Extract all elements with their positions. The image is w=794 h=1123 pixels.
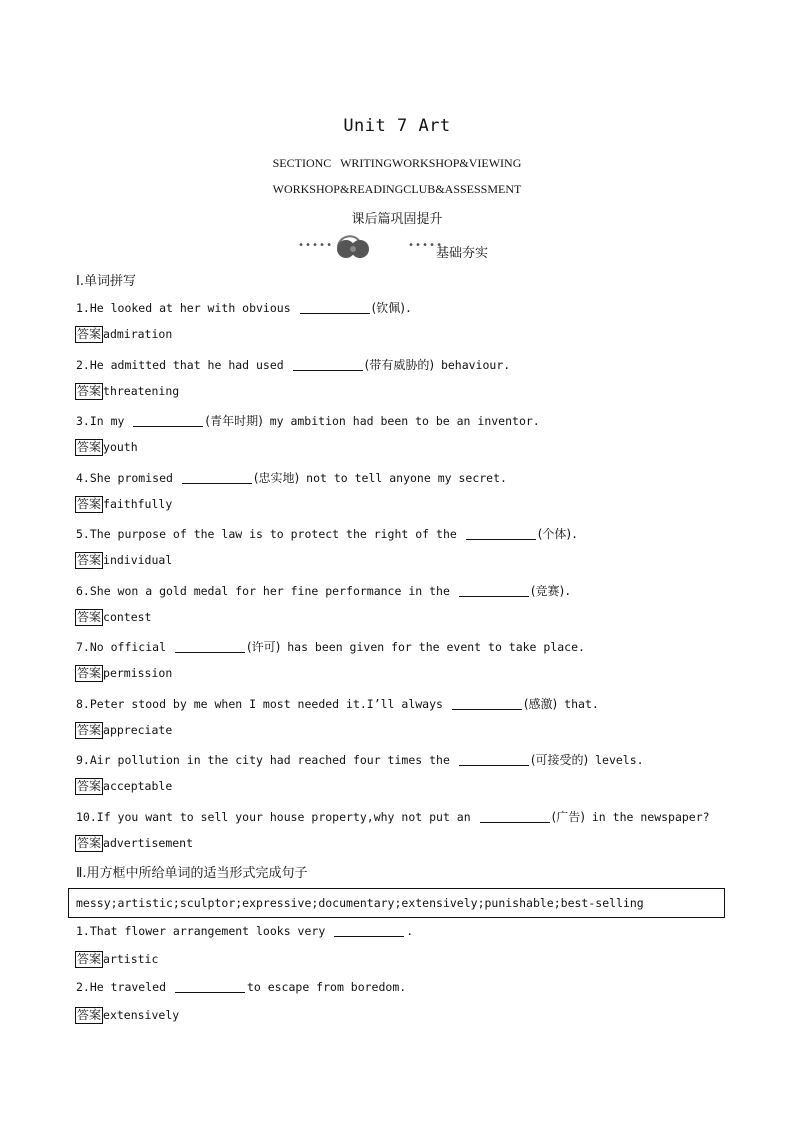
answer-tag: 答案 (77, 1008, 102, 1022)
answer-blank (459, 753, 529, 766)
section-title-line-1: SECTIONC WRITINGWORKSHOP&VIEWING (272, 156, 522, 170)
question-5: 5.The purpose of the law is to protect the right of the (个体). (76, 527, 579, 541)
part2-question-1: 1.That flower arrangement looks very . (76, 924, 414, 938)
answer-tag: 答案 (77, 952, 102, 966)
answer-blank (466, 527, 536, 540)
question-7: 7.No official (许可) has been given for the event to take place. (76, 640, 585, 654)
answer-1: 答案 admiration (77, 327, 173, 341)
question-2: 2.He admitted that he had used (带有威胁的) behaviour. (76, 358, 511, 372)
answer-tag: 答案 (77, 497, 102, 511)
part2-heading: Ⅱ.用方框中所给单词的适当形式完成句子 (76, 866, 308, 881)
question-6: 6.She won a gold medal for her fine performance in the (竞赛). (76, 584, 572, 598)
answer-blank (459, 584, 529, 597)
section-banner (298, 234, 498, 262)
answer-tag: 答案 (77, 723, 102, 737)
answer-blank (175, 640, 245, 653)
answer-10: 答案 advertisement (77, 836, 194, 850)
answer-6: 答案 contest (77, 610, 152, 624)
answer-blank (133, 414, 203, 427)
answer-tag: 答案 (77, 553, 102, 567)
answer-4: 答案 faithfully (77, 497, 173, 511)
answer-tag: 答案 (77, 666, 102, 680)
dots-left: ••••• (298, 240, 334, 251)
answer-tag: 答案 (77, 327, 102, 341)
answer-tag: 答案 (77, 610, 102, 624)
part1-heading: Ⅰ.单词拼写 (76, 274, 136, 289)
answer-tag: 答案 (77, 440, 102, 454)
section-title-line-2: WORKSHOP&READINGCLUB&ASSESSMENT (272, 182, 522, 196)
answer-3: 答案 youth (77, 440, 138, 454)
banner-circles-icon (332, 234, 376, 262)
question-9: 9.Air pollution in the city had reached four times the (可接受的) levels. (76, 753, 644, 767)
answer-blank (175, 980, 245, 993)
answer-2: 答案 threatening (77, 384, 180, 398)
answer-7: 答案 permission (77, 666, 173, 680)
word-box: messy;artistic;sculptor;expressive;documentary;extensively;punishable;best-selling (68, 888, 725, 918)
answer-9: 答案 acceptable (77, 779, 173, 793)
answer-tag: 答案 (77, 779, 102, 793)
dots-right: ••••• (408, 240, 444, 251)
answer-tag: 答案 (77, 384, 102, 398)
answer-blank (182, 471, 252, 484)
part2-question-2: 2.He traveled to escape from boredom. (76, 980, 407, 994)
question-8: 8.Peter stood by me when I most needed it.I’ll always (感激) that. (76, 697, 599, 711)
answer-blank (300, 301, 370, 314)
answer-blank (452, 697, 522, 710)
answer-blank (480, 810, 550, 823)
part2-answer-2: 答案 extensively (77, 1008, 180, 1022)
answer-blank (293, 358, 363, 371)
answer-blank (334, 924, 404, 937)
part2-answer-1: 答案 artistic (77, 952, 159, 966)
page-title: Unit 7 Art (343, 116, 451, 136)
answer-5: 答案 individual (77, 553, 173, 567)
answer-8: 答案 appreciate (77, 723, 173, 737)
question-10: 10.If you want to sell your house property,why not put an (广告) in the newspaper? (76, 810, 710, 824)
answer-tag: 答案 (77, 836, 102, 850)
basic-label: 基础夯实 (436, 246, 489, 261)
question-3: 3.In my (青年时期) my ambition had been to be an inventor. (76, 414, 540, 428)
question-1: 1.He looked at her with obvious (钦佩). (76, 301, 412, 315)
question-4: 4.She promised (忠实地) not to tell anyone my secret. (76, 471, 507, 485)
section-subtitle: 课后篇巩固提升 (351, 212, 443, 227)
